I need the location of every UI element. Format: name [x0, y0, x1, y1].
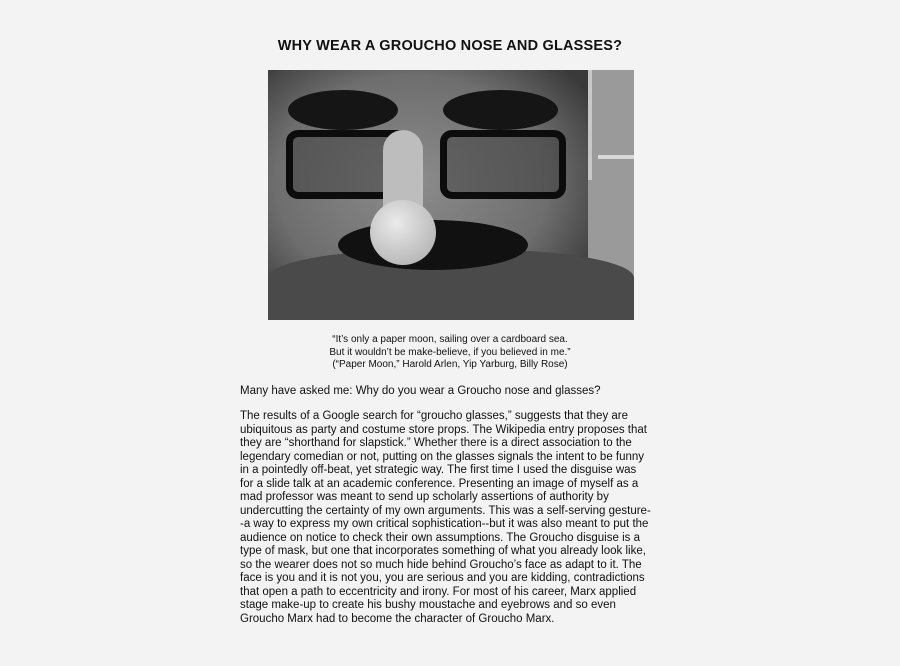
- body-line: audience on notice to check their own assumptions. The Groucho disguise is a: [240, 531, 640, 544]
- body-line: stage make-up to create his bushy moustache and eyebrows and so even: [240, 599, 616, 611]
- body-line: so the wearer does not so much hide behind Groucho’s face as adapt to it. The: [240, 558, 642, 571]
- body-line: that open a path to eccentricity and irony. For most of his career, Marx applied: [240, 585, 637, 598]
- groucho-photo: [268, 70, 634, 320]
- epigraph-line: But it wouldn’t be make-believe, if you believed in me.”: [329, 346, 571, 358]
- intro-question: Many have asked me: Why do you wear a Groucho nose and glasses?: [240, 385, 601, 397]
- body-line: legendary comedian or not, putting on the glasses signals the intent to be funny: [240, 450, 645, 463]
- page-title: WHY WEAR A GROUCHO NOSE AND GLASSES?: [277, 38, 623, 54]
- body-line: type of mask, but one that incorporates something of what you already look like,: [240, 545, 646, 557]
- body-line: Groucho Marx had to become the character of Groucho Marx.: [240, 612, 555, 625]
- body-line: ubiquitous as party and costume store props. The Wikipedia entry proposes that: [240, 423, 647, 436]
- body-line: face is you and it is not you, you are serious and you are kidding, contradictions: [240, 572, 645, 584]
- epigraph-line: “It’s only a paper moon, sailing over a cardboard sea.: [332, 334, 568, 345]
- body-line: mad professor was meant to send up scholarly assertions of authority by: [240, 491, 609, 503]
- body-line: The results of a Google search for “groucho glasses,” suggests that they are: [240, 410, 629, 422]
- body-line: -a way to express my own critical sophistication--but it was also meant to put the: [240, 518, 649, 530]
- body-line: for a slide talk at an academic conference. Presenting an image of myself as a: [240, 477, 639, 490]
- epigraph-attribution: (“Paper Moon,” Harold Arlen, Yip Yarburg, Billy Rose): [332, 359, 568, 370]
- body-paragraph: [240, 410, 651, 626]
- body-line: undercutting the certainty of my own arguments. This was a self-serving gesture-: [240, 504, 651, 517]
- epigraph: [0, 334, 900, 372]
- body-line: they are “shorthand for slapstick.” Whether there is a direct association to the: [240, 437, 632, 449]
- body-line: in a pointedly off-beat, yet strategic way. The first time I used the disguise was: [240, 464, 637, 476]
